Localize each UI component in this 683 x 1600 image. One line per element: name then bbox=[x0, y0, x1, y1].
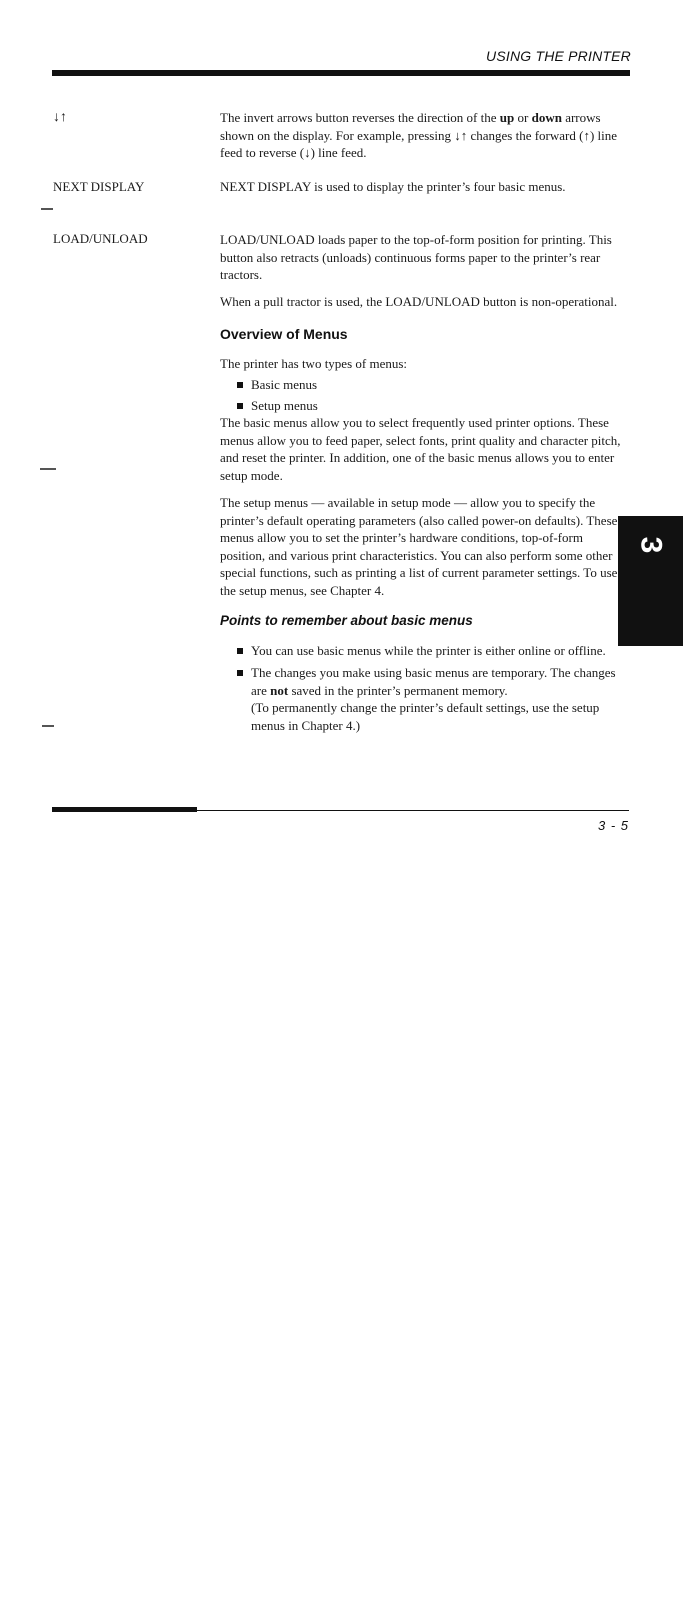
text-run: The invert arrows button reverses the direction of the bbox=[220, 110, 500, 125]
list-item: Basic menus bbox=[237, 376, 628, 394]
bold-not: not bbox=[270, 682, 289, 698]
chapter-tab-label bbox=[586, 592, 618, 656]
next-display-paragraph: NEXT DISPLAY is used to display the printer’s four basic menus. bbox=[220, 179, 566, 194]
text-run: The changes you make using basic menus are temporary. The changes are bbox=[251, 665, 616, 698]
text-run: changes the forward (↑) line feed to reverse (↓) line feed. bbox=[220, 127, 618, 160]
term-load-unload: LOAD/UNLOAD bbox=[53, 231, 148, 246]
tab-line: Printer bbox=[586, 601, 603, 647]
menu-types-list bbox=[237, 376, 628, 414]
footer-rule-thick bbox=[52, 807, 197, 812]
running-head: USING THE PRINTER bbox=[486, 48, 631, 64]
chapter-number: 3 bbox=[634, 536, 668, 554]
scan-speck bbox=[42, 725, 54, 727]
list-item: Setup menus bbox=[237, 397, 628, 415]
points-list bbox=[237, 642, 628, 735]
term-next-display: NEXT DISPLAY bbox=[53, 179, 145, 194]
overview-intro: The printer has two types of menus: bbox=[220, 355, 408, 371]
load-unload-paragraph: LOAD/UNLOAD loads paper to the top-of-form position for printing. This button also retracts (unloads) continuous forms paper to the printer’s rear tractors. bbox=[220, 232, 612, 282]
invert-arrows-glyph: ↓↑ bbox=[454, 127, 468, 143]
invert-arrows-description bbox=[220, 109, 628, 162]
text-run: saved in the printer’s permanent memory. bbox=[288, 682, 508, 698]
chapter-tab bbox=[586, 516, 683, 656]
pull-tractor-note: When a pull tractor is used, the LOAD/UNLOAD button is non-operational. bbox=[220, 293, 618, 309]
invert-arrows-paragraph bbox=[220, 109, 628, 162]
setup-menus-paragraph: The setup menus — available in setup mode — allow you to specify the printer’s default operating parameters (also called power-on defaults). These menus allow you to set the printer’s hardware conditions, top-of-form position, and various print characteristics. You can also perform some other special functions, such as printing a list of current parameter settings. To use the setup menus, see Chapter 4. bbox=[220, 495, 618, 598]
basic-menus-paragraph: The basic menus allow you to select frequently used printer options. These menus allow you to feed paper, select fonts, print quality and character pitch, and reset the printer. In addition, one of the basic menus allows you to enter setup mode. bbox=[220, 415, 621, 483]
scan-speck bbox=[41, 208, 53, 210]
text-run: (To permanently change the printer’s default settings, use the setup menus in Chapter 4.) bbox=[251, 700, 600, 733]
list-item bbox=[237, 664, 628, 734]
page-number: 3 - 5 bbox=[597, 818, 629, 833]
scan-speck bbox=[40, 468, 56, 470]
tab-line: Using the bbox=[602, 592, 619, 656]
header-rule bbox=[52, 70, 630, 76]
points-heading: Points to remember about basic menus bbox=[220, 613, 473, 628]
bold-up: up bbox=[499, 110, 515, 125]
footer-rule-thin bbox=[197, 810, 629, 811]
bold-down: down bbox=[531, 110, 562, 125]
text-run: arrows shown on the display. For example, pressing bbox=[220, 110, 601, 143]
points-section bbox=[220, 612, 628, 734]
overview-section bbox=[220, 326, 628, 599]
overview-heading: Overview of Menus bbox=[220, 326, 348, 342]
load-unload-description bbox=[220, 231, 628, 310]
term-invert-arrows: ↓↑ bbox=[53, 110, 67, 125]
text-run: or bbox=[514, 110, 532, 125]
list-item: You can use basic menus while the printer is either online or offline. bbox=[237, 642, 628, 660]
next-display-description bbox=[220, 178, 628, 196]
